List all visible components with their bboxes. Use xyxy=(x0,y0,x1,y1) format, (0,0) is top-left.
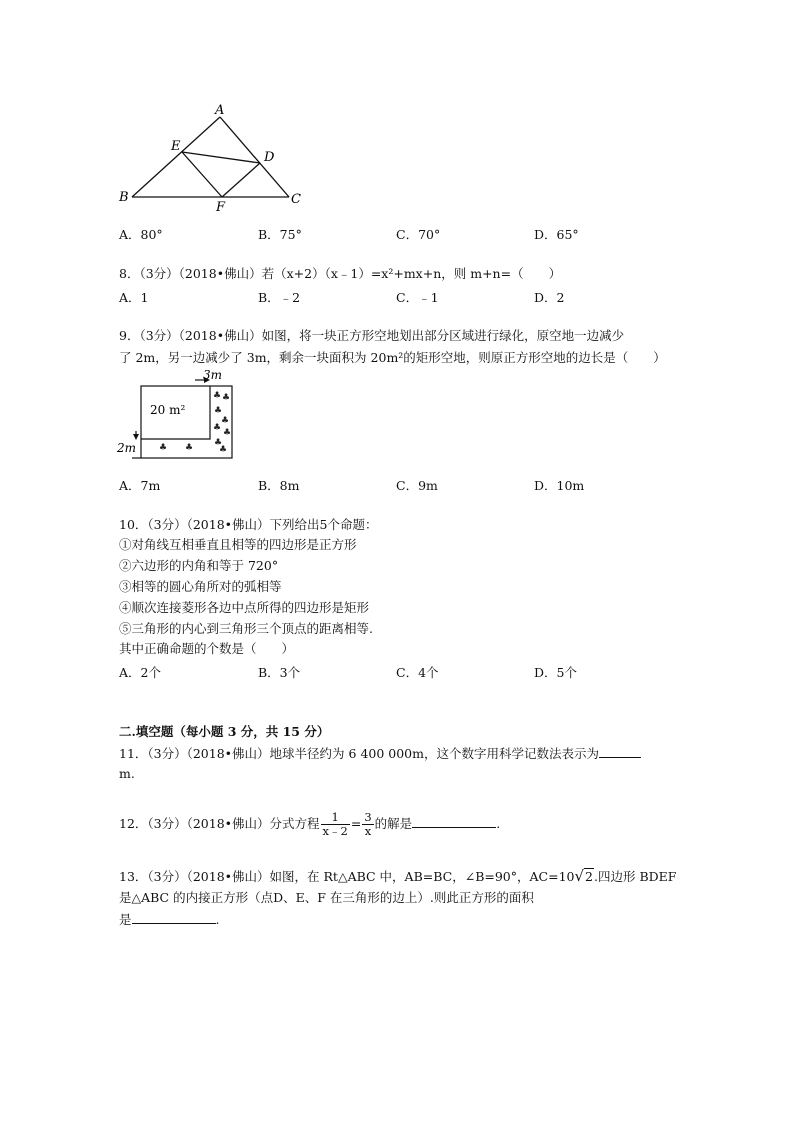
label-area: 20 m² xyxy=(150,403,186,417)
q13-line2: 是△ABC 的内接正方形（点D、E、F 在三角形的边上）.则此正方形的面积 xyxy=(119,890,534,905)
q9-stem-line2: 了 2m，另一边减少了 3m，剩余一块面积为 20m²的矩形空地，则原正方形空地的边长是（ ） xyxy=(119,350,666,365)
q9-option-a[interactable]: A．7m xyxy=(119,478,161,493)
square-plot-figure xyxy=(115,368,240,464)
label-c: C xyxy=(291,192,301,207)
tree-icon: ♣ xyxy=(214,406,223,416)
edge-ab xyxy=(132,117,220,197)
tree-icon: ♣ xyxy=(219,445,228,455)
q12-answer-blank[interactable] xyxy=(412,815,496,828)
q12-frac2-den: x xyxy=(364,824,372,838)
label-b: B xyxy=(119,190,129,205)
section-title: 二.填空题（每小题 3 分，共 15 分） xyxy=(119,724,330,739)
q11-line2: m. xyxy=(119,766,135,781)
tree-icon: ♣ xyxy=(213,423,222,433)
q8-option-d[interactable]: D．2 xyxy=(534,290,565,305)
q9-option-b[interactable]: B．8m xyxy=(258,478,300,493)
label-e: E xyxy=(171,139,181,154)
q12-end: . xyxy=(496,816,501,831)
q10-option-a[interactable]: A．2个 xyxy=(119,665,161,680)
q8-option-b[interactable]: B．﹣2 xyxy=(258,290,301,305)
q13-sqrt-value: 2 xyxy=(585,869,593,884)
label-2m: 2m xyxy=(117,441,137,455)
q13-line3-end: . xyxy=(215,912,220,927)
q10-option-d[interactable]: D．5个 xyxy=(534,665,577,680)
label-f: F xyxy=(216,200,226,215)
label-3m: 3m xyxy=(203,368,223,382)
q11-line1 xyxy=(119,745,641,762)
q10-item-3: ③相等的圆心角所对的弧相等 xyxy=(119,579,282,594)
q12-suffix: 的解是 xyxy=(374,816,413,831)
tree-icon: ♣ xyxy=(213,391,222,401)
q9-option-d[interactable]: D．10m xyxy=(534,478,585,493)
q10-option-c[interactable]: C．4个 xyxy=(396,665,439,680)
q12-frac1-den: x﹣2 xyxy=(322,824,348,838)
q12-line xyxy=(119,806,500,842)
q10-item-1: ①对角线互相垂直且相等的四边形是正方形 xyxy=(119,537,357,552)
q10-item-2: ②六边形的内角和等于 720° xyxy=(119,558,279,573)
q13-line1-pre: 13．（3分）（2018•佛山）如图，在 Rt△ABC 中，AB=BC，∠B=90°，AC=10 xyxy=(119,869,575,884)
tree-icon: ♣ xyxy=(214,438,223,448)
q12-fraction-2 xyxy=(362,811,373,838)
q12-prefix: 12．（3分）（2018•佛山）分式方程 xyxy=(119,816,320,831)
q8-stem: 8．（3分）（2018•佛山）若（x+2）（x﹣1）=x²+mx+n，则 m+n=（ ） xyxy=(119,266,562,281)
sqrt-symbol: √ xyxy=(574,867,585,885)
edge-ef xyxy=(182,152,222,197)
q10-stem: 10．（3分）（2018•佛山）下列给出5个命题： xyxy=(119,517,378,532)
q13-line3 xyxy=(119,911,220,928)
q10-item-5: ⑤三角形的内心到三角形三个顶点的距离相等. xyxy=(119,621,373,636)
q9-stem-line1: 9．（3分）（2018•佛山）如图，将一块正方形空地划出部分区域进行绿化，原空地一边减少 xyxy=(119,328,625,343)
tree-icon: ♣ xyxy=(185,443,194,453)
tree-icon: ♣ xyxy=(222,393,231,403)
q7-option-a[interactable]: A．80° xyxy=(119,227,163,242)
q8-option-a[interactable]: A．1 xyxy=(119,290,149,305)
arrow-2m-head xyxy=(133,434,139,440)
q7-option-d[interactable]: D．65° xyxy=(534,227,579,242)
q13-line3-pre: 是 xyxy=(119,912,132,927)
tree-icon: ♣ xyxy=(159,443,168,453)
q12-frac2-num: 3 xyxy=(364,810,372,824)
edge-ac xyxy=(220,117,289,197)
q10-question: 其中正确命题的个数是（ ） xyxy=(119,641,295,656)
edge-ed xyxy=(182,152,260,163)
tree-icon: ♣ xyxy=(221,416,230,426)
q8-option-c[interactable]: C．﹣1 xyxy=(396,290,439,305)
q13-line1 xyxy=(119,868,676,885)
q13-line1-post: .四边形 BDEF xyxy=(594,869,677,884)
q7-option-b[interactable]: B．75° xyxy=(258,227,302,242)
tree-icon: ♣ xyxy=(223,428,232,438)
label-a: A xyxy=(215,103,225,118)
q12-fraction-1 xyxy=(321,811,350,838)
q13-answer-blank[interactable] xyxy=(132,911,216,924)
q12-equals: = xyxy=(350,816,362,831)
q9-option-c[interactable]: C．9m xyxy=(396,478,438,493)
q10-item-4: ④顺次连接菱形各边中点所得的四边形是矩形 xyxy=(119,600,370,615)
triangle-figure xyxy=(112,100,312,215)
q7-option-c[interactable]: C．70° xyxy=(396,227,441,242)
q12-frac1-num: 1 xyxy=(321,811,350,825)
edge-fd xyxy=(222,163,260,197)
label-d: D xyxy=(264,150,275,165)
q11-text: 11．（3分）（2018•佛山）地球半径约为 6 400 000m，这个数字用科学记数法表示为 xyxy=(119,746,599,761)
q11-answer-blank[interactable] xyxy=(599,745,641,758)
q10-option-b[interactable]: B．3个 xyxy=(258,665,301,680)
